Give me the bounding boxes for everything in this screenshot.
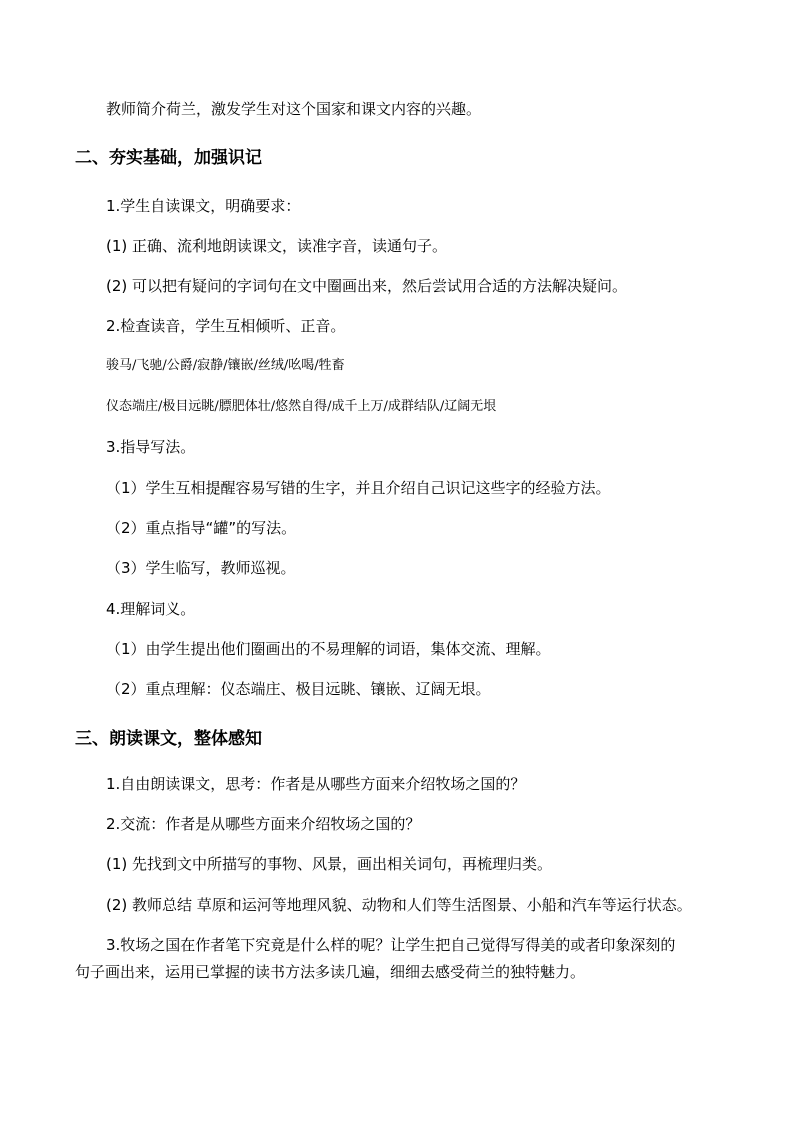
vocab-line-1: 骏马/飞驰/公爵/寂静/镶嵌/丝绒/吆喝/牲畜	[106, 358, 345, 373]
read-step-2-item-1: (1) 先找到文中所描写的事物、风景，画出相关词句，再梳理归类。	[106, 855, 553, 873]
step-3-item-1: （1）学生互相提醒容易写错的生字，并且介绍自己识记这些字的经验方法。	[106, 479, 611, 497]
read-step-2: 2.交流：作者是从哪些方面来介绍牧场之国的？	[106, 815, 421, 833]
intro-paragraph: 教师简介荷兰，激发学生对这个国家和课文内容的兴趣。	[106, 100, 482, 118]
section-heading-3: 三、朗读课文，整体感知	[75, 729, 262, 749]
step-1: 1.学生自读课文，明确要求：	[106, 197, 301, 215]
step-3: 3.指导写法。	[106, 438, 196, 456]
step-3-item-3: （3）学生临写，教师巡视。	[106, 559, 296, 577]
read-step-1: 1.自由朗读课文，思考：作者是从哪些方面来介绍牧场之国的？	[106, 775, 526, 793]
step-3-item-2: （2）重点指导“罐”的写法。	[106, 519, 297, 537]
read-step-2-item-2: (2) 教师总结 草原和运河等地理风貌、动物和人们等生活图景、小船和汽车等运行状态。	[106, 896, 692, 914]
read-step-3-line-2: 句子画出来，运用已掌握的读书方法多读几遍，细细去感受荷兰的独特魅力。	[75, 963, 586, 981]
step-1-item-1: (1) 正确、流利地朗读课文，读准字音，读通句子。	[106, 237, 448, 255]
step-4: 4.理解词义。	[106, 600, 196, 618]
read-step-3-line-1: 3.牧场之国在作者笔下究竟是什么样的呢？让学生把自己觉得写得美的或者印象深刻的	[106, 936, 676, 954]
step-4-item-2: （2）重点理解：仪态端庄、极目远眺、镶嵌、辽阔无垠。	[106, 680, 491, 698]
vocab-line-2: 仪态端庄/极目远眺/膘肥体壮/悠然自得/成千上万/成群结队/辽阔无垠	[106, 399, 497, 414]
step-1-item-2: (2) 可以把有疑问的字词句在文中圈画出来，然后尝试用合适的方法解决疑问。	[106, 277, 628, 295]
section-heading-2: 二、夯实基础，加强识记	[75, 148, 262, 168]
step-4-item-1: （1）由学生提出他们圈画出的不易理解的词语，集体交流、理解。	[106, 640, 551, 658]
step-2: 2.检查读音，学生互相倾听、正音。	[106, 317, 346, 335]
